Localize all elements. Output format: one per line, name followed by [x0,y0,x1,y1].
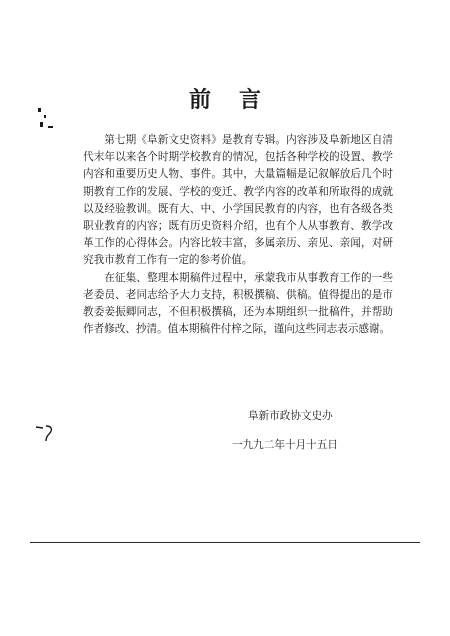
page-rule [30,542,420,543]
signature-date: 一九九二年十月十五日 [232,439,338,451]
paragraph: 在征集、整理本期稿件过程中，承蒙我市从事教育工作的一些老委员、老同志给予大力支持，积极撰稿、供稿。值得提出的是市教委姜振卿同志，不但积极撰稿，还为本期组织一批稿件，并帮助作者修改、抄清。值本期稿件付梓之际，谨向这些同志表示感谢。 [83,271,393,336]
signature-organization: 阜新市政协文史办 [248,410,333,422]
preface-body [83,132,393,338]
margin-scribble [34,424,56,442]
paragraph: 第七期《阜新文史资料》是教育专辑。内容涉及阜新地区自清代末年以来各个时期学校教育的情况，包括各种学校的设置、教学内容和重要历史人物、事件。其中，大量篇幅是记叙解放后几个时期教育工作的发展、学校的变迁、教学内容的改革和所取得的成就以及经验教训。既有大、中、小学国民教育的内容，也有各级各类职业教育的内容；既有历史资料介绍，也有个人从事教育、教学改革工作的心得体会。内容比较丰富，多属亲历、亲见、亲闻，对研究我市教育工作有一定的参考价值。 [83,134,393,267]
page-title: 前言 [188,87,289,113]
margin-mark [44,115,46,118]
margin-mark [48,126,53,128]
margin-mark [40,122,43,127]
